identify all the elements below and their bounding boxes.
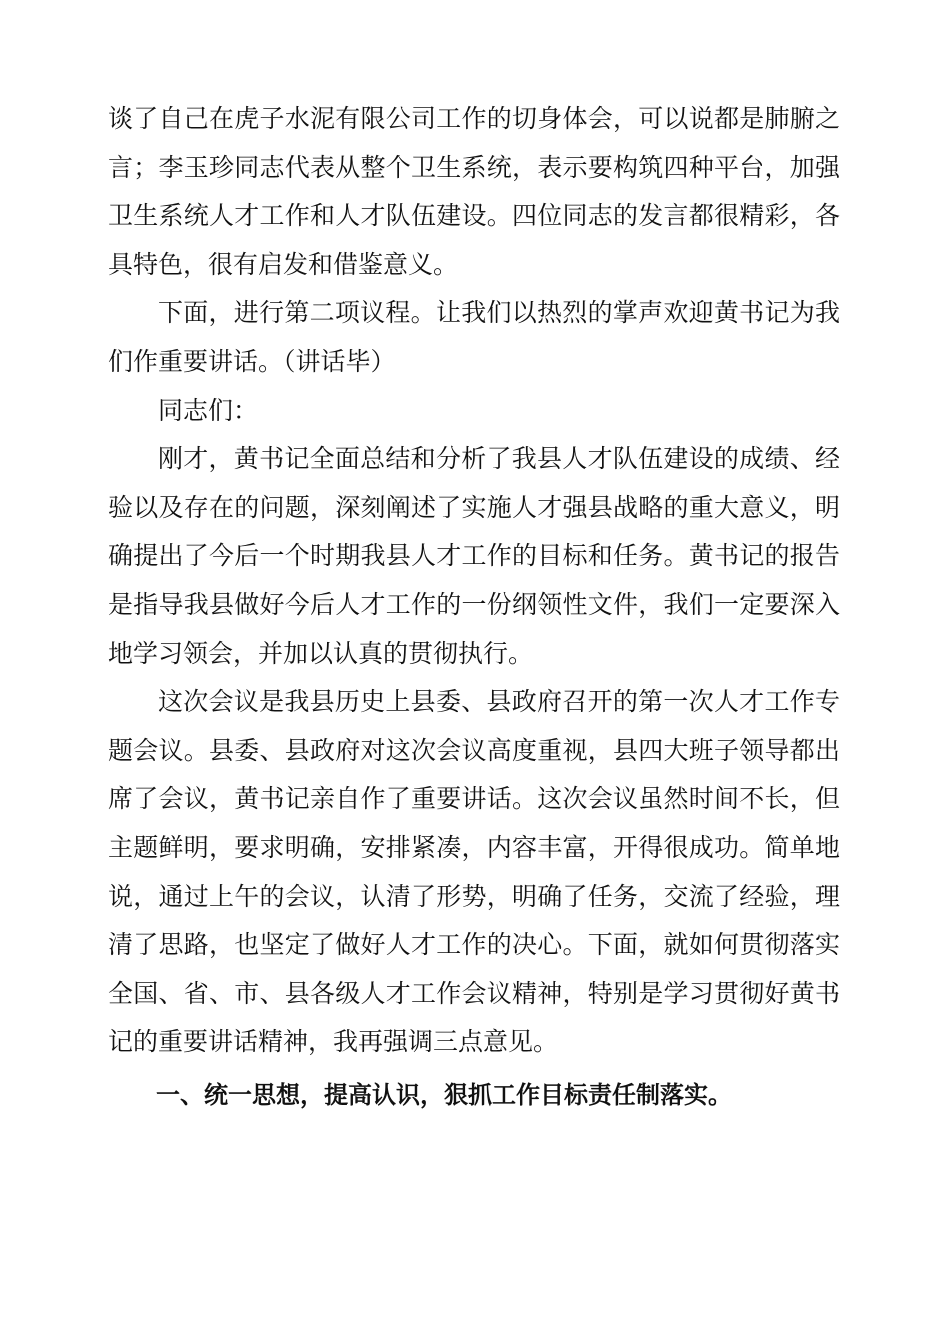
paragraph-3: 同志们： (158, 395, 259, 425)
document-page (108, 95, 840, 1119)
paragraph-2: 下面，进行第二项议程。让我们以热烈的掌声欢迎黄书记为我们作重要讲话。（讲话毕） (108, 298, 840, 376)
section-heading: 一、统一思想，提高认识，狠抓工作目标责任制落实。 (156, 1080, 732, 1109)
paragraph-4: 刚才，黄书记全面总结和分析了我县人才队伍建设的成绩、经验以及存在的问题，深刻阐述了实施人才强县战略的重大意义，明确提出了今后一个时期我县人才工作的目标和任务。黄书记的报告是指导我县做好今后人才工作的一份纲领性文件，我们一定要深入地学习领会，并加以认真的贯彻执行。 (108, 444, 840, 668)
paragraph-1: 谈了自己在虎子水泥有限公司工作的切身体会，可以说都是肺腑之言；李玉珍同志代表从整个卫生系统，表示要构筑四种平台，加强卫生系统人才工作和人才队伍建设。四位同志的发言都很精彩，各具特色，很有启发和借鉴意义。 (108, 104, 840, 279)
paragraph-5: 这次会议是我县历史上县委、县政府召开的第一次人才工作专题会议。县委、县政府对这次会议高度重视，县四大班子领导都出席了会议，黄书记亲自作了重要讲话。这次会议虽然时间不长，但主题鲜明，要求明确，安排紧凑，内容丰富，开得很成功。简单地说，通过上午的会议，认清了形势，明确了任务，交流了经验，理清了思路，也坚定了做好人才工作的决心。下面，就如何贯彻落实全国、省、市、县各级人才工作会议精神，特别是学习贯彻好黄书记的重要讲话精神，我再强调三点意见。 (108, 687, 840, 1057)
